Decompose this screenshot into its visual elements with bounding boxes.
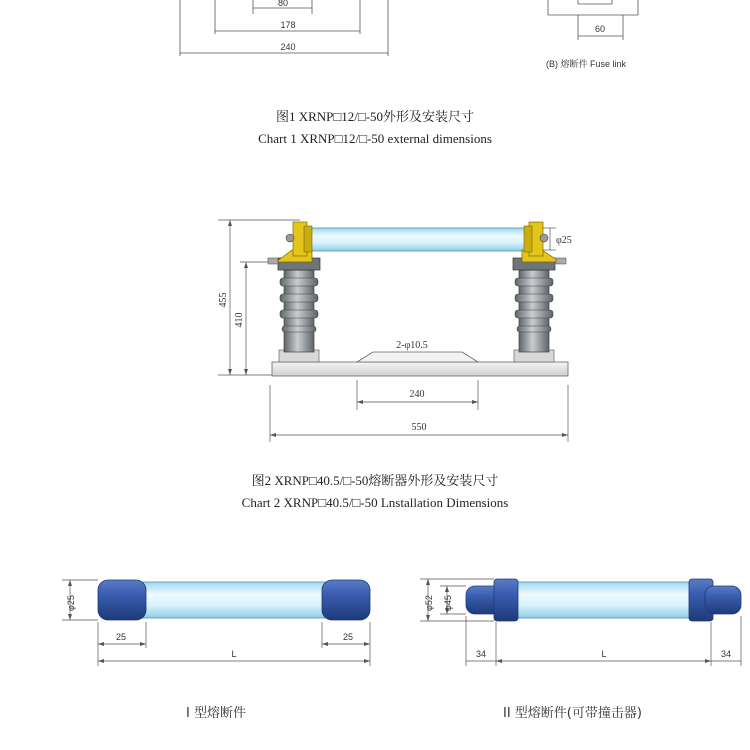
fig1-dim-240: 240 [280,42,296,52]
fuse2-label: II 型熔断件(可带撞击器) [503,706,642,721]
fuse2-dim-dia-inner: φ45 [443,595,453,611]
fig2-dim-550: 550 [411,422,427,433]
fuse1-dim-left: 25 [115,632,127,642]
fig2-caption-en: Chart 2 XRNP□40.5/□-50 Lnstallation Dimensions [241,495,509,510]
fig1-dim-178: 178 [280,20,296,30]
fuse1-drawing [98,580,370,620]
fig2-caption-cn: 图2 XRNP□40.5/□-50熔断器外形及安装尺寸 [251,473,499,488]
fuse2-tube [516,582,691,618]
left-contact-clip [268,222,312,264]
fig1-caption-en: Chart 1 XRNP□12/□-50 external dimensions [258,131,492,146]
fig2-dim-holes: 2-φ10.5 [396,340,428,351]
fig1-dim-80: 80 [277,0,289,8]
fuse1-right-cap [322,580,370,620]
right-insulator [513,258,555,362]
fig2-dim-410: 410 [234,312,245,328]
fuse2-dim-left: 34 [475,649,487,659]
fig2-dimension-lines [218,220,568,442]
fig1-dim-60: 60 [594,24,606,34]
fuse1-left-cap [98,580,146,620]
left-insulator [278,258,320,362]
fuse2-dim-dia-outer: φ52 [424,595,434,611]
fuse1-dim-dia: φ25 [66,595,76,611]
fuse1-dim-length: L [231,649,237,659]
base-mount-pad [357,352,478,362]
fig2-fuse-assembly [268,222,568,376]
fig2-dim-240: 240 [409,389,425,400]
fuse2-dim-length: L [601,649,607,659]
fuse2-drawing [466,579,741,621]
fig1-caption-cn: 图1 XRNP□12/□-50外形及安装尺寸 [275,109,475,124]
fuse1-dim-right: 25 [342,632,354,642]
fig2-dim-phi25: φ25 [556,235,572,246]
fuse1-label: I 型熔断件 [186,706,246,721]
fig1-subcaption: (B) 熔断件 Fuse link [546,59,627,69]
base-plate [272,362,568,376]
fig1-drawing [180,0,638,56]
fuse1-tube [143,582,325,618]
fuse2-dim-right: 34 [720,649,732,659]
fuse2-left-cap [494,579,518,621]
fig2-dim-455: 455 [218,292,229,308]
fuse-tube [300,228,532,251]
fuse2-right-cap-end [705,586,741,614]
